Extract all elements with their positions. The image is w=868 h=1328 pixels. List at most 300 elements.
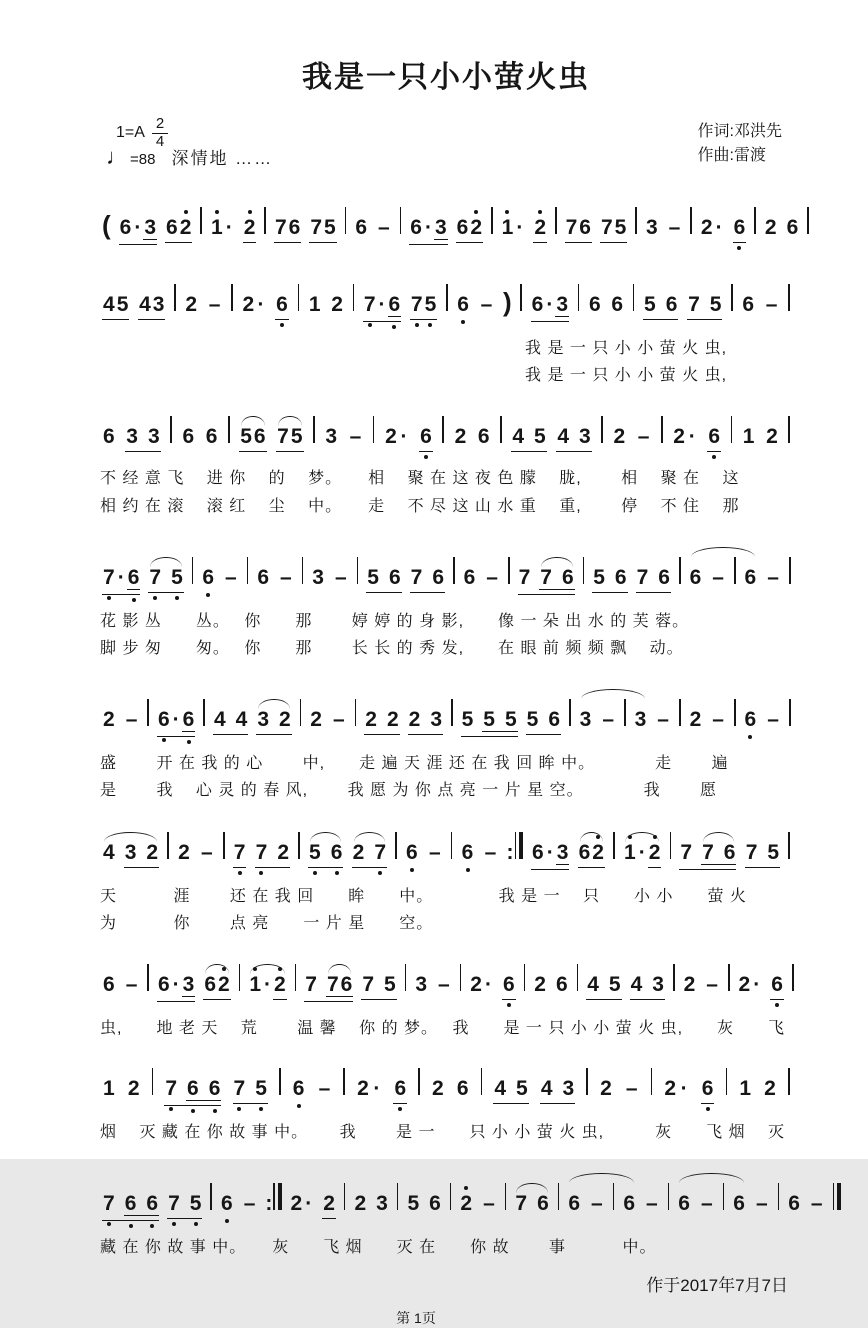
barline (174, 284, 176, 311)
barline (633, 284, 635, 311)
note: 6 (463, 565, 476, 589)
note: 6 (205, 425, 218, 449)
inner-beam-group (434, 217, 448, 240)
score-system-row (100, 946, 792, 1042)
barline (400, 207, 402, 234)
note: 2 (648, 840, 661, 864)
augmentation-dot: · (753, 972, 761, 996)
barline (679, 699, 681, 726)
lyricist-credit: 作词:邓洪先 (697, 123, 782, 140)
note: 7 (165, 1077, 178, 1101)
note: 6 (477, 425, 490, 449)
barline (313, 416, 315, 443)
barline (558, 1183, 560, 1210)
note: 6 (457, 293, 469, 316)
held-note-dash: – (657, 708, 669, 732)
held-note-dash: – (625, 1077, 638, 1101)
score-system-row (100, 529, 792, 662)
note: 7 (745, 840, 758, 864)
held-note-dash: – (706, 972, 718, 996)
barline (731, 284, 733, 311)
beam-group (526, 709, 561, 735)
note: 2 (470, 972, 482, 996)
barline (613, 832, 615, 859)
note: 2 (386, 708, 399, 732)
note: 6 (103, 972, 115, 996)
note: 2 (243, 216, 256, 239)
held-note-dash: – (810, 1192, 823, 1216)
note: 7 (600, 216, 613, 239)
note: 4 (235, 708, 248, 732)
note: 6 (330, 840, 343, 864)
beam-group (102, 1193, 159, 1221)
note: 3 (430, 708, 442, 732)
inner-beam-group (388, 294, 402, 317)
barline (661, 416, 663, 443)
note: 6 (388, 293, 401, 316)
thick-barline (837, 1183, 841, 1210)
note: 6 (678, 1192, 690, 1216)
barline (624, 699, 626, 726)
note: 4 (139, 293, 151, 316)
barline (231, 284, 233, 311)
note: 2 (454, 425, 467, 449)
held-note-dash: – (591, 1192, 603, 1216)
held-note-dash: – (243, 1192, 256, 1216)
quarter-note-icon: ♩ (106, 144, 128, 169)
beam-group (233, 842, 247, 868)
note: 6 (166, 216, 178, 239)
note: 6 (744, 565, 757, 589)
barline (279, 1068, 281, 1095)
held-note-dash: – (280, 565, 292, 589)
note: 3 (562, 1077, 575, 1101)
note: 6 (701, 1077, 714, 1101)
barline (147, 699, 149, 726)
slur-arc-group (567, 1172, 636, 1214)
note: 4 (630, 972, 643, 996)
held-note-dash: – (125, 708, 138, 732)
note: 2 (600, 1077, 612, 1101)
note: 2 (460, 1192, 473, 1216)
note: 7 (326, 972, 339, 996)
beam-group (322, 1193, 336, 1219)
augmentation-dot: · (373, 1077, 381, 1101)
note: 7 (374, 840, 386, 864)
barline (690, 207, 692, 234)
note: 6 (456, 1077, 469, 1101)
note: 4 (512, 425, 525, 449)
note: 5 (526, 708, 539, 732)
note: 3 (257, 708, 269, 732)
slur-arc-group (203, 963, 230, 995)
barline (298, 832, 300, 859)
barline (481, 1068, 483, 1095)
time-signature-denominator: 4 (155, 132, 165, 150)
barline (788, 1068, 790, 1095)
note: 4 (557, 425, 570, 449)
note: 7 (233, 1077, 246, 1101)
inner-beam-group (182, 974, 196, 997)
beam-group (511, 426, 546, 452)
barline (353, 284, 355, 311)
note: 6 (394, 1077, 407, 1101)
slur-arc-group (677, 1172, 746, 1214)
inner-beam-group (186, 1078, 221, 1101)
notation-line (100, 671, 792, 750)
note: 2 (357, 1077, 369, 1101)
note: 6 (708, 425, 720, 449)
note: 2 (178, 840, 190, 864)
note: 1 (211, 216, 223, 239)
barline (247, 557, 249, 584)
note: 6 (537, 1192, 549, 1216)
held-note-dash: – (225, 565, 237, 589)
inner-beam-group (143, 217, 157, 240)
composer-credit: 作曲:雷渡 (697, 147, 766, 164)
beam-group (124, 842, 159, 868)
note: 6 (388, 565, 401, 589)
score-system-row (100, 190, 799, 258)
beam-group (273, 974, 287, 1000)
beam-group (164, 1078, 221, 1106)
beam-group (361, 974, 396, 1000)
note: 3 (634, 708, 647, 732)
slur-arc-group (248, 963, 286, 1000)
note: 3 (376, 1192, 388, 1216)
lyrics-line: 烟 灭 藏 在 你 故 事 中。 我 是 一 只 小 小 萤 火 虫, 灰 飞 烟 灭 (100, 1124, 786, 1142)
note: 6 (502, 972, 515, 996)
barline (302, 557, 304, 584)
note: 2 (310, 708, 322, 732)
note: 1 (739, 1077, 751, 1101)
note: 1 (249, 972, 261, 996)
beam-group (138, 294, 165, 320)
held-note-dash: – (428, 840, 441, 864)
note: 6 (689, 565, 702, 589)
beam-group (410, 294, 437, 320)
score-system-row (100, 1155, 823, 1261)
beam-group (213, 709, 248, 735)
barline (668, 1183, 670, 1210)
held-note-dash: – (755, 1192, 768, 1216)
beam-group (630, 974, 665, 1000)
note: 5 (407, 1192, 420, 1216)
note: 7 (310, 216, 323, 239)
note: 4 (213, 708, 226, 732)
note: 3 (182, 972, 195, 996)
barline (788, 832, 790, 859)
note: 2 (354, 1192, 367, 1216)
note: 6 (257, 565, 269, 589)
note: 6 (288, 216, 301, 239)
note: 6 (119, 216, 132, 239)
held-note-dash: – (125, 972, 138, 996)
barline (520, 284, 522, 311)
held-note-dash: – (767, 708, 779, 732)
note: 2 (470, 216, 483, 239)
lyrics-line: 不 经 意 飞 进 你 的 梦。 相 聚 在 这 夜 色 朦 胧, 相 聚 在 这 (100, 470, 740, 488)
held-note-dash: – (484, 840, 497, 864)
slur-arc-group (239, 415, 266, 447)
barline (395, 832, 397, 859)
lyrics-line: 脚 步 匆 匆。 你 那 长 长 的 秀 发, 在 眼 前 频 频 飘 动。 (100, 639, 684, 657)
note: 3 (415, 972, 427, 996)
barline (355, 699, 357, 726)
lyrics-line: 我 是 一 只 小 小 萤 火 虫, (100, 367, 728, 385)
note: 6 (221, 1192, 233, 1216)
slur-arc-group (579, 688, 648, 730)
beam-group (364, 709, 399, 735)
barline (651, 1068, 653, 1095)
note: 1 (501, 216, 514, 239)
note: 7 (515, 1192, 528, 1216)
barline (569, 699, 571, 726)
note: 2 (242, 293, 255, 316)
expression-text: 深情地 …… (171, 149, 274, 168)
note: 7 (277, 425, 289, 449)
beam-group (770, 974, 784, 1000)
barline (833, 1183, 835, 1210)
note: 6 (578, 840, 591, 864)
note: 6 (555, 972, 568, 996)
note: 6 (432, 565, 444, 589)
barline (460, 964, 462, 991)
note: 6 (182, 425, 195, 449)
beam-group (533, 217, 547, 243)
notation-line (100, 398, 792, 465)
thick-barline (278, 1183, 282, 1210)
lyrics-line: 花 影 丛 丛。 你 那 婷 婷 的 身 影, 像 一 朵 出 水 的 芙 蓉。 (100, 612, 690, 630)
lyrics-line: 天 涯 还 在 我 回 眸 中。 我 是 一 只 小 小 萤 火 (100, 887, 747, 905)
slur-arc-group (276, 415, 303, 447)
beam-group (203, 963, 230, 1000)
slur-arc-group (102, 831, 159, 868)
barline (450, 1183, 452, 1210)
beam-group (408, 709, 443, 735)
augmentation-dot: · (688, 425, 696, 449)
augmentation-dot: · (257, 293, 265, 316)
slur-arc-group (623, 831, 661, 868)
inner-beam-group (182, 709, 196, 732)
beam-group (531, 842, 569, 870)
note: 6 (611, 293, 624, 316)
note: 2 (331, 293, 343, 316)
held-note-dash: – (318, 1077, 331, 1101)
beam-group (102, 567, 140, 595)
note: 3 (434, 216, 447, 239)
beam-group (304, 963, 353, 1002)
held-note-dash: – (378, 216, 390, 239)
note: 2 (274, 972, 286, 996)
barline (357, 557, 359, 584)
score-system-row (100, 1051, 792, 1146)
augmentation-dot: · (424, 216, 432, 239)
barline (451, 699, 453, 726)
barline (734, 557, 736, 584)
note: 5 (608, 972, 621, 996)
thick-barline (519, 832, 523, 859)
slur-arc-group (689, 546, 758, 588)
phrase-paren: ) (503, 287, 512, 317)
note: 6 (771, 972, 783, 996)
lyrics-line: 是 我 心 灵 的 春 风, 我 愿 为 你 点 亮 一 片 星 空。 我 愿 (100, 782, 718, 800)
note: 7 (680, 840, 693, 864)
note: 6 (187, 1077, 199, 1101)
note: 5 (171, 565, 183, 589)
note: 3 (579, 425, 591, 449)
lyrics-line: 我 是 一 只 小 小 萤 火 虫, (100, 340, 728, 357)
beam-group (518, 556, 575, 595)
beam-group (233, 1078, 268, 1104)
beam-group (274, 217, 301, 243)
held-note-dash: – (208, 293, 221, 316)
barline (505, 1183, 507, 1210)
note: 6 (786, 216, 799, 239)
barline (788, 284, 790, 311)
note: 2 (146, 840, 159, 864)
note: 6 (658, 565, 670, 589)
note: 6 (204, 972, 217, 996)
barline (578, 284, 580, 311)
note: 3 (144, 216, 157, 239)
slur-arc-group (352, 831, 387, 863)
inner-beam-group (701, 831, 736, 865)
beam-group (255, 842, 290, 868)
notation-line (100, 1051, 792, 1119)
score-system-row (100, 267, 792, 389)
beam-group (592, 567, 627, 593)
note: 5 (709, 293, 722, 316)
barline (223, 832, 225, 859)
note: 6 (208, 1077, 221, 1101)
note: 7 (255, 840, 268, 864)
beam-group (707, 426, 721, 452)
augmentation-dot: · (680, 1077, 688, 1101)
barline (453, 557, 455, 584)
note: 6 (561, 565, 574, 589)
beam-group (119, 217, 157, 245)
note: 6 (456, 216, 469, 239)
note: 2 (764, 1077, 776, 1101)
note: 3 (312, 565, 324, 589)
page-number: 第 1页 (396, 1310, 436, 1327)
augmentation-dot: · (264, 972, 271, 996)
repeat-dots: : (506, 840, 514, 864)
note: 2 (385, 425, 397, 449)
note: 7 (233, 840, 246, 864)
note: 2 (127, 1077, 140, 1101)
barline (601, 416, 603, 443)
note: 6 (127, 565, 140, 589)
held-note-dash: – (332, 708, 345, 732)
augmentation-dot: · (378, 293, 386, 316)
barline (343, 1068, 345, 1095)
lyrics-line: 虫, 地 老 天 荒 温 馨 你 的 梦。 我 是 一 只 小 小 萤 火 虫, 灰 飞 (100, 1019, 786, 1037)
beam-group (648, 842, 662, 868)
barline (670, 832, 672, 859)
note: 7 (702, 840, 714, 864)
barline (203, 699, 205, 726)
note: 5 (504, 708, 517, 732)
held-note-dash: – (712, 708, 724, 732)
note: 5 (189, 1192, 202, 1216)
beam-group (243, 217, 257, 243)
note: 5 (367, 565, 379, 589)
note: 6 (788, 1192, 800, 1216)
augmentation-dot: · (117, 565, 125, 589)
note: 5 (516, 1077, 528, 1101)
note: 7 (168, 1192, 180, 1216)
note: 2 (764, 216, 777, 239)
beam-group (565, 217, 592, 243)
held-note-dash: – (480, 293, 493, 316)
note: 5 (255, 1077, 267, 1101)
augmentation-dot: · (172, 972, 180, 996)
beam-group (276, 415, 303, 452)
beam-group (256, 698, 291, 735)
note: 6 (146, 1192, 159, 1216)
held-note-dash: – (637, 425, 650, 449)
note: 6 (276, 293, 288, 316)
beam-group (461, 709, 518, 737)
note: 1 (742, 425, 755, 449)
note: 6 (665, 293, 678, 316)
note: 2 (408, 708, 421, 732)
notation-line (100, 529, 792, 608)
note: 3 (579, 708, 592, 732)
notation-line (100, 814, 792, 883)
slur-arc-group (256, 698, 291, 730)
augmentation-dot: · (715, 216, 723, 239)
inner-beam-group (326, 963, 353, 997)
lyrics-line: 藏 在 你 故 事 中。 灰 飞 烟 灭 在 你 故 事 中。 (100, 1239, 657, 1257)
barline (583, 557, 585, 584)
barline (300, 699, 302, 726)
note: 7 (103, 565, 115, 589)
note: 2 (179, 216, 192, 239)
barline (170, 416, 172, 443)
note: 7 (410, 565, 423, 589)
note: 2 (738, 972, 751, 996)
note: 7 (149, 565, 162, 589)
note: 3 (556, 293, 569, 316)
credits (698, 120, 782, 168)
augmentation-dot: · (516, 216, 524, 239)
note: 6 (588, 293, 601, 316)
held-note-dash: – (349, 425, 362, 449)
barline (264, 207, 266, 234)
note: 6 (157, 708, 170, 732)
note: 5 (461, 708, 474, 732)
note: 2 (673, 425, 685, 449)
phrase-paren: ( (102, 210, 111, 240)
note: 2 (277, 840, 289, 864)
note: 1 (103, 1077, 115, 1101)
beam-group (600, 217, 627, 243)
barline (500, 416, 502, 443)
beam-group (701, 1078, 715, 1104)
beam-group (352, 831, 387, 868)
barline (789, 699, 791, 726)
note: 2 (664, 1077, 677, 1101)
note: 3 (645, 216, 658, 239)
note: 5 (614, 216, 627, 239)
note: 2 (534, 972, 546, 996)
barline (789, 557, 791, 584)
note: 6 (429, 1192, 441, 1216)
note: 3 (556, 840, 569, 864)
